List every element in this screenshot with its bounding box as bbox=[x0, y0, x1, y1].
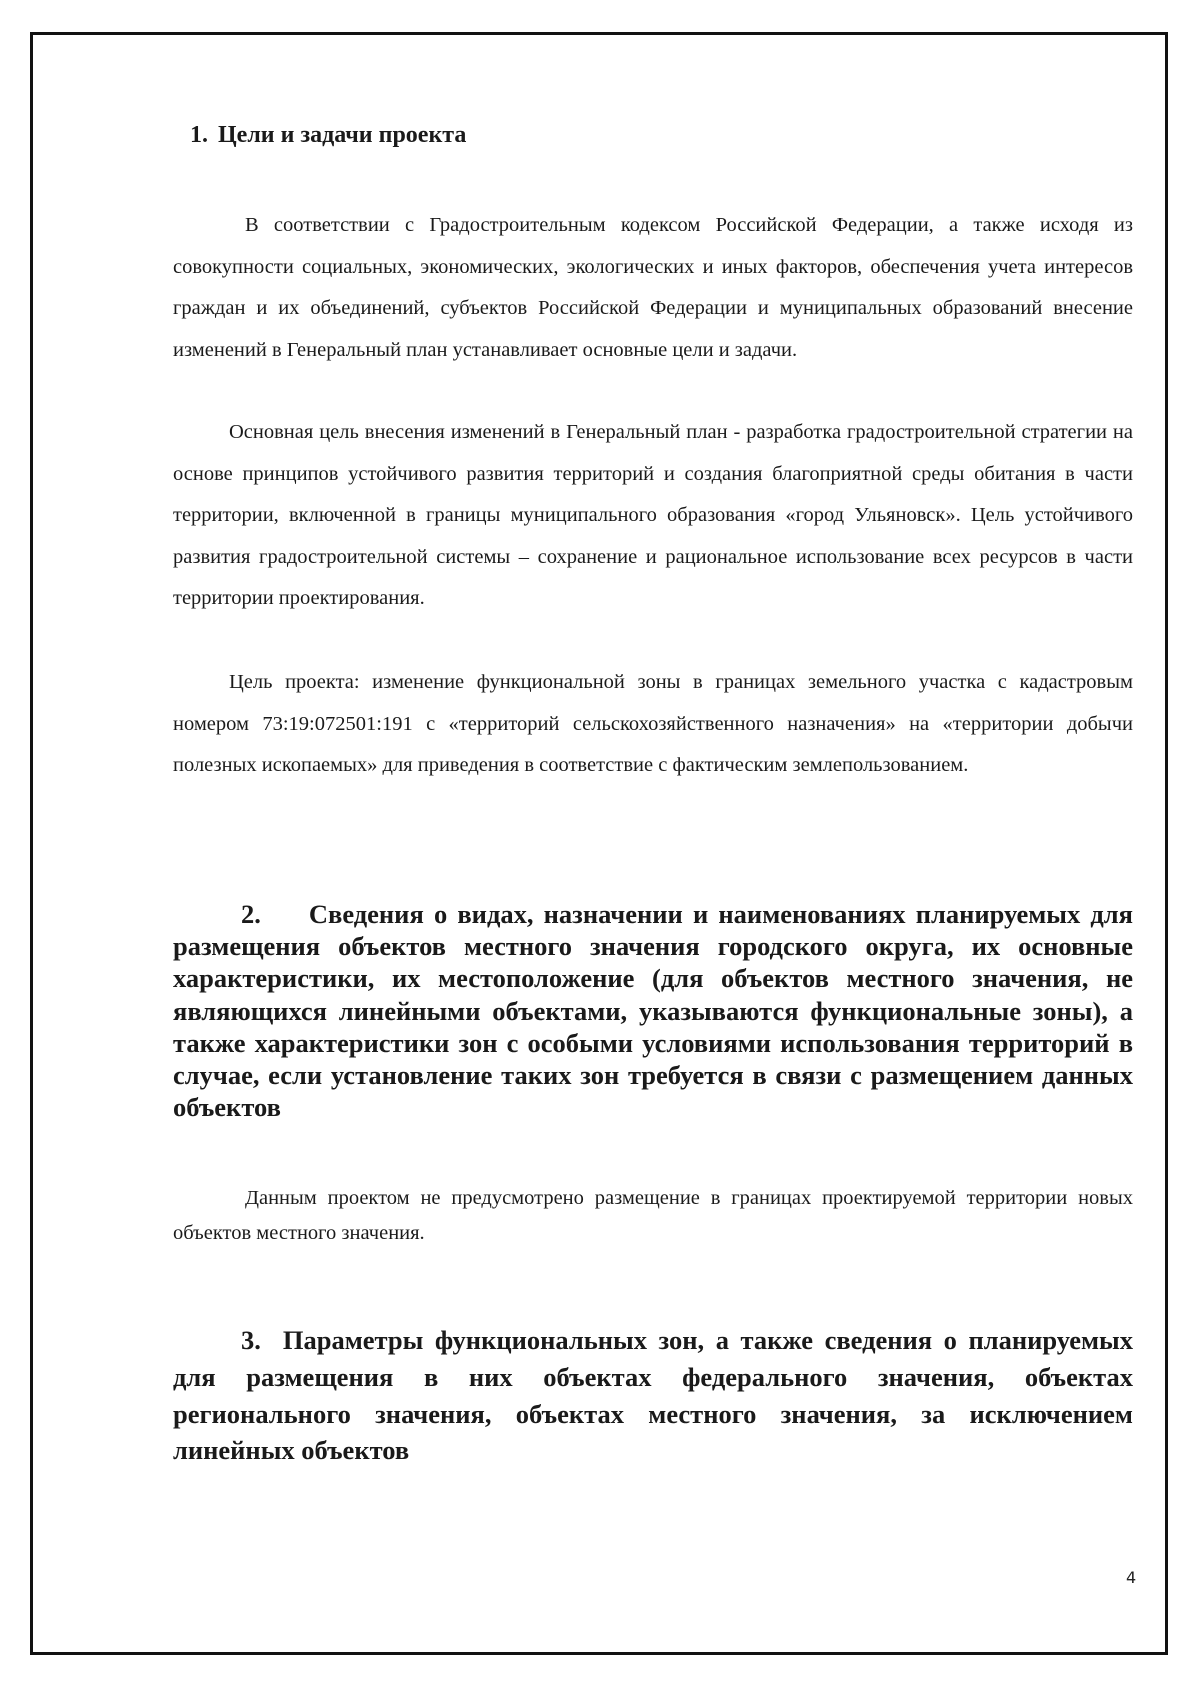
section-1-paragraph-3: Цель проекта: изменение функциональной зоны в границах земельного участка с кадастровым номером 73:19:072501:191 с «территорий сельскохозяйственного назначения» на «территории добычи полезных ископаемых» для приведения в соответствие с фактическим землепользованием. bbox=[173, 671, 1133, 777]
section-1-title: Цели и задачи проекта bbox=[218, 122, 467, 148]
section-1-paragraph-2: Основная цель внесения изменений в Генеральный план - разработка градостроительной стратегии на основе принципов устойчивого развития территорий и создания благоприятной среды обитания в части территории, включенной в границы муниципального образования «город Ульяновск». Цель устойчивого развития градостроительной системы – сохранение и рациональное использование всех ресурсов в части территории проектирования. bbox=[173, 421, 1133, 610]
section-3-number: 3. bbox=[241, 1325, 261, 1355]
section-2-paragraph-1: Данным проектом не предусмотрено размещение в границах проектируемой территории новых объектов местного значения. bbox=[173, 1187, 1133, 1244]
section-2-title: Сведения о видах, назначении и наименованиях планируемых для размещения объектов местного значения городского округа, их основные характеристики, их местоположение (для объектов местного значения, не являющихся линейными объектами, указываются функциональные зоны), а также характеристики зон с особыми условиями использования территорий в случае, если установление таких зон требуется в связи с размещением данных объектов bbox=[173, 899, 1133, 1123]
section-1-number: 1. bbox=[190, 122, 208, 148]
page-number: 4 bbox=[1126, 1568, 1137, 1587]
section-2-number: 2. bbox=[241, 899, 261, 929]
section-3-heading bbox=[173, 1322, 1133, 1469]
section-2-heading bbox=[173, 898, 1133, 1123]
section-1-paragraph-1: В соответствии с Градостроительным кодексом Российской Федерации, а также исходя из совокупности социальных, экономических, экологических и иных факторов, обеспечения учета интересов граждан и их объединений, субъектов Российской Федерации и муниципальных образований внесение изменений в Генеральный план устанавливает основные цели и задачи. bbox=[173, 214, 1133, 361]
section-3-title: Параметры функциональных зон, а также сведения о планируемых для размещения в них объектах федерального значения, объектах регионального значения, объектах местного значения, за исключением линейных объектов bbox=[173, 1325, 1133, 1466]
section-1-heading bbox=[190, 122, 466, 149]
